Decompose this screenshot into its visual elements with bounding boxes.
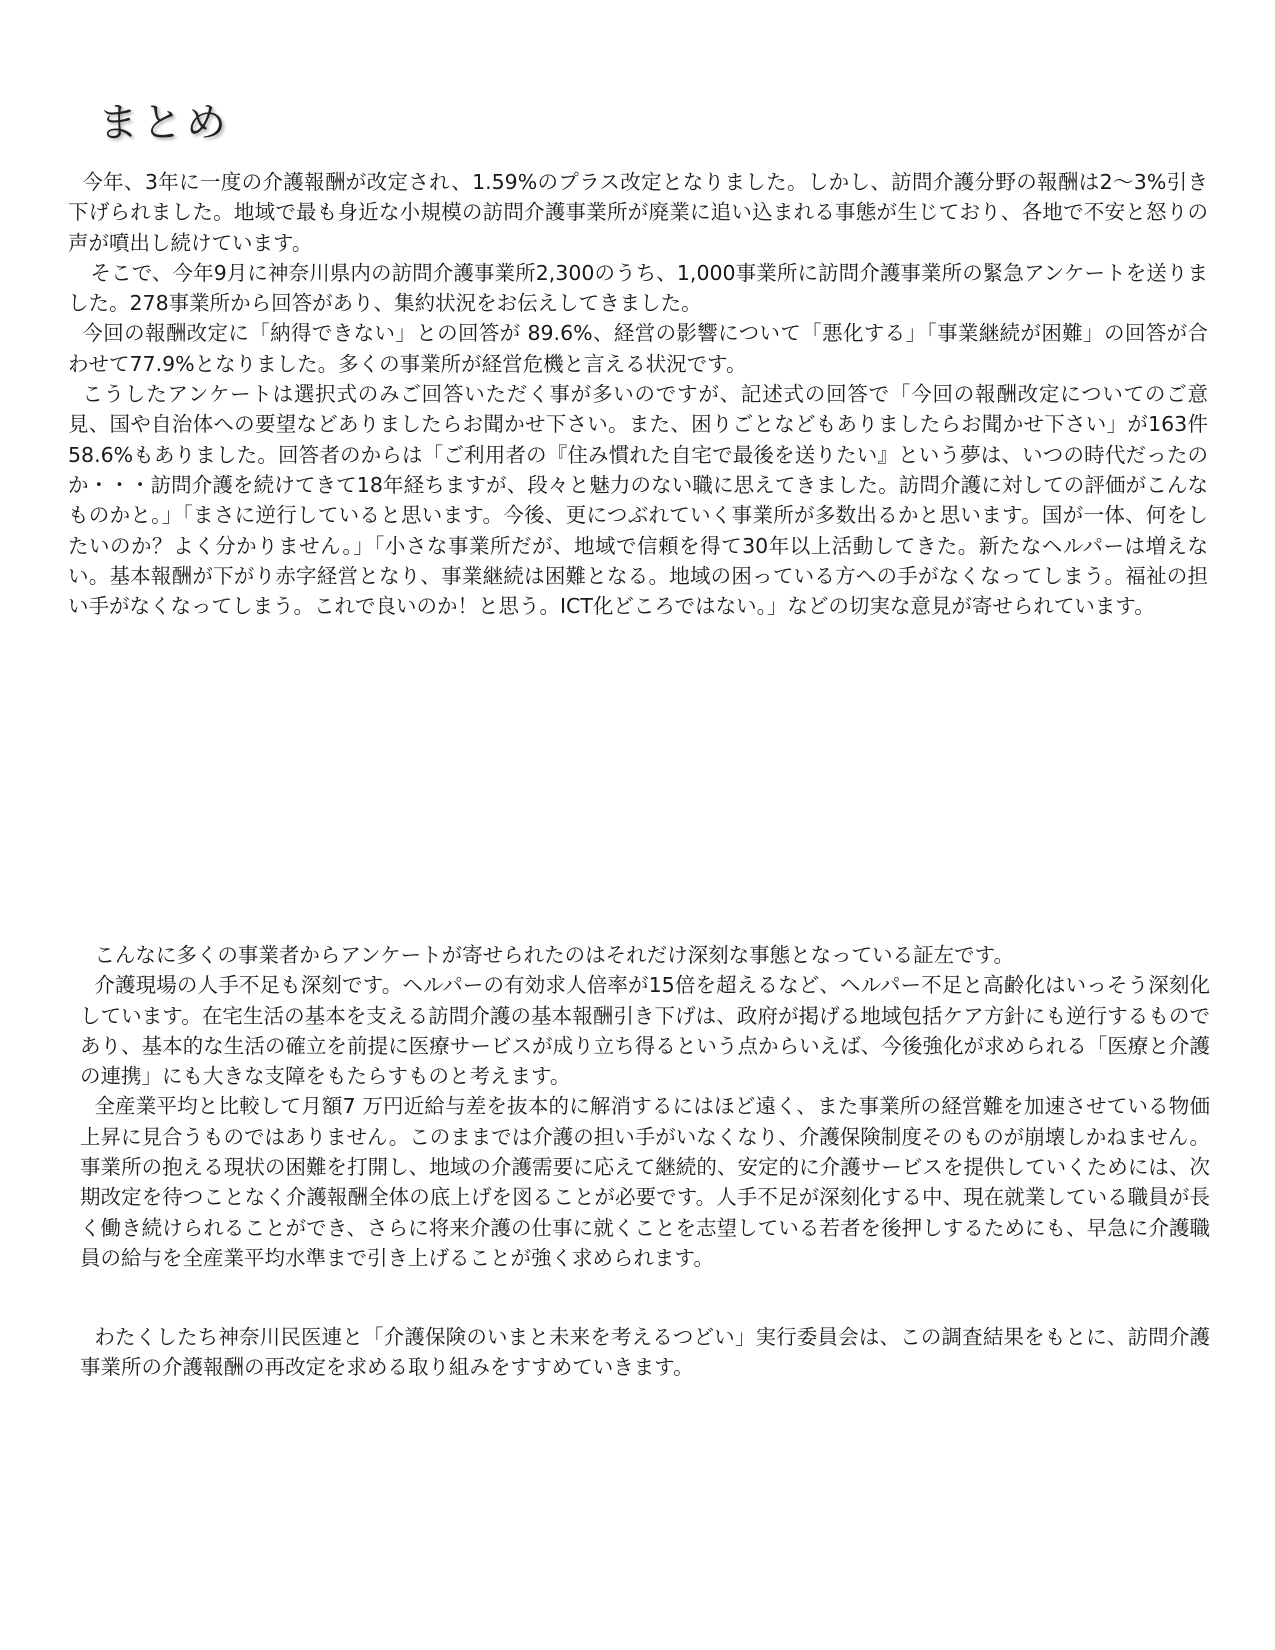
summary-section-1 (68, 167, 1208, 621)
paragraph-future-action: わたくしたち神奈川民医連と「介護保険のいまと未来を考えるつどい」実行委員会は、この調査結果をもとに、訪問介護事業所の介護報酬の再改定を求める取り組みをすすめていきます。 (80, 1325, 1210, 1380)
paragraph-free-comments: こうしたアンケートは選択式のみご回答いただく事が多いのですが、記述式の回答で「今回の報酬改定についてのご意見、国や自治体への要望などありましたらお聞かせ下さい。また、困りごとなどもありましたらお聞かせ下さい」が163件58.6%もありました。回答者のからは「ご利用者の『住み慣れた自宅で最後を送りたい』という夢は、いつの時代だったのか・・・訪問介護を続けてきて18年経ちますが、段々と魅力のない職に思えてきました。訪問介護に対しての評価がこんなものかと。」「まさに逆行していると思います。今後、更につぶれていく事業所が多数出るかと思います。国が一体、何をしたいのか？よく分かりません。」「小さな事業所だが、地域で信頼を得て30年以上活動してきた。新たなヘルパーは増えない。基本報酬が下がり赤字経営となり、事業継続は困難となる。地域の困っている方への手がなくなってしまう。福祉の担い手がなくなってしまう。これで良いのか！と思う。ICT化どころではない。」などの切実な意見が寄せられています。 (68, 382, 1208, 619)
paragraph-wage-gap: 全産業平均と比較して月額7 万円近給与差を抜本的に解消するにはほど遠く、また事業所の経営難を加速させている物価上昇に見合うものではありません。このままでは介護の担い手がいなくなり、介護保険制度そのものが崩壊しかねません。事業所の抱える現状の困難を打開し、地域の介護需要に応えて継続的、安定的に介護サービスを提供していくためには、次期改定を待つことなく介護報酬全体の底上げを図ることが必要です。人手不足が深刻化する中、現在就業している職員が長く働き続けられることができ、さらに将来介護の仕事に就くことを志望している若者を後押しするためにも、早急に介護職員の給与を全産業平均水準まで引き上げることが強く求められます。 (80, 1094, 1210, 1270)
paragraph-survey-results: 今回の報酬改定に「納得できない」との回答が 89.6%、経営の影響について「悪化する」「事業継続が困難」の回答が合わせて77.9%となりました。多くの事業所が経営危機と言える状況です。 (68, 321, 1208, 376)
paragraph-staff-shortage: 介護現場の人手不足も深刻です。ヘルパーの有効求人倍率が15倍を超えるなど、ヘルパー不足と高齢化はいっそう深刻化しています。在宅生活の基本を支える訪問介護の基本報酬引き下げは、政府が掲げる地域包括ケア方針にも逆行するものであり、基本的な生活の確立を前提に医療サービスが成り立ち得るという点からいえば、今後強化が求められる「医療と介護の連携」にも大きな支障をもたらすものと考えます。 (80, 973, 1210, 1089)
page-title: まとめ (98, 100, 230, 146)
summary-section-3 (80, 1322, 1210, 1383)
paragraph-revision-overview: 今年、3年に一度の介護報酬が改定され、1.59%のプラス改定となりました。しかし、訪問介護分野の報酬は2〜3%引き下げられました。地域で最も身近な小規模の訪問介護事業所が廃業に追い込まれる事態が生じており、各地で不安と怒りの声が噴出し続けています。 (68, 170, 1208, 255)
paragraph-serious-situation: こんなに多くの事業者からアンケートが寄せられたのはそれだけ深刻な事態となっている証左です。 (94, 943, 1014, 967)
summary-section-2 (80, 940, 1210, 1273)
paragraph-survey-method: そこで、今年9月に神奈川県内の訪問介護事業所2,300のうち、1,000事業所に訪問介護事業所の緊急アンケートを送りました。278事業所から回答があり、集約状況をお伝えしてきました。 (68, 260, 1208, 316)
